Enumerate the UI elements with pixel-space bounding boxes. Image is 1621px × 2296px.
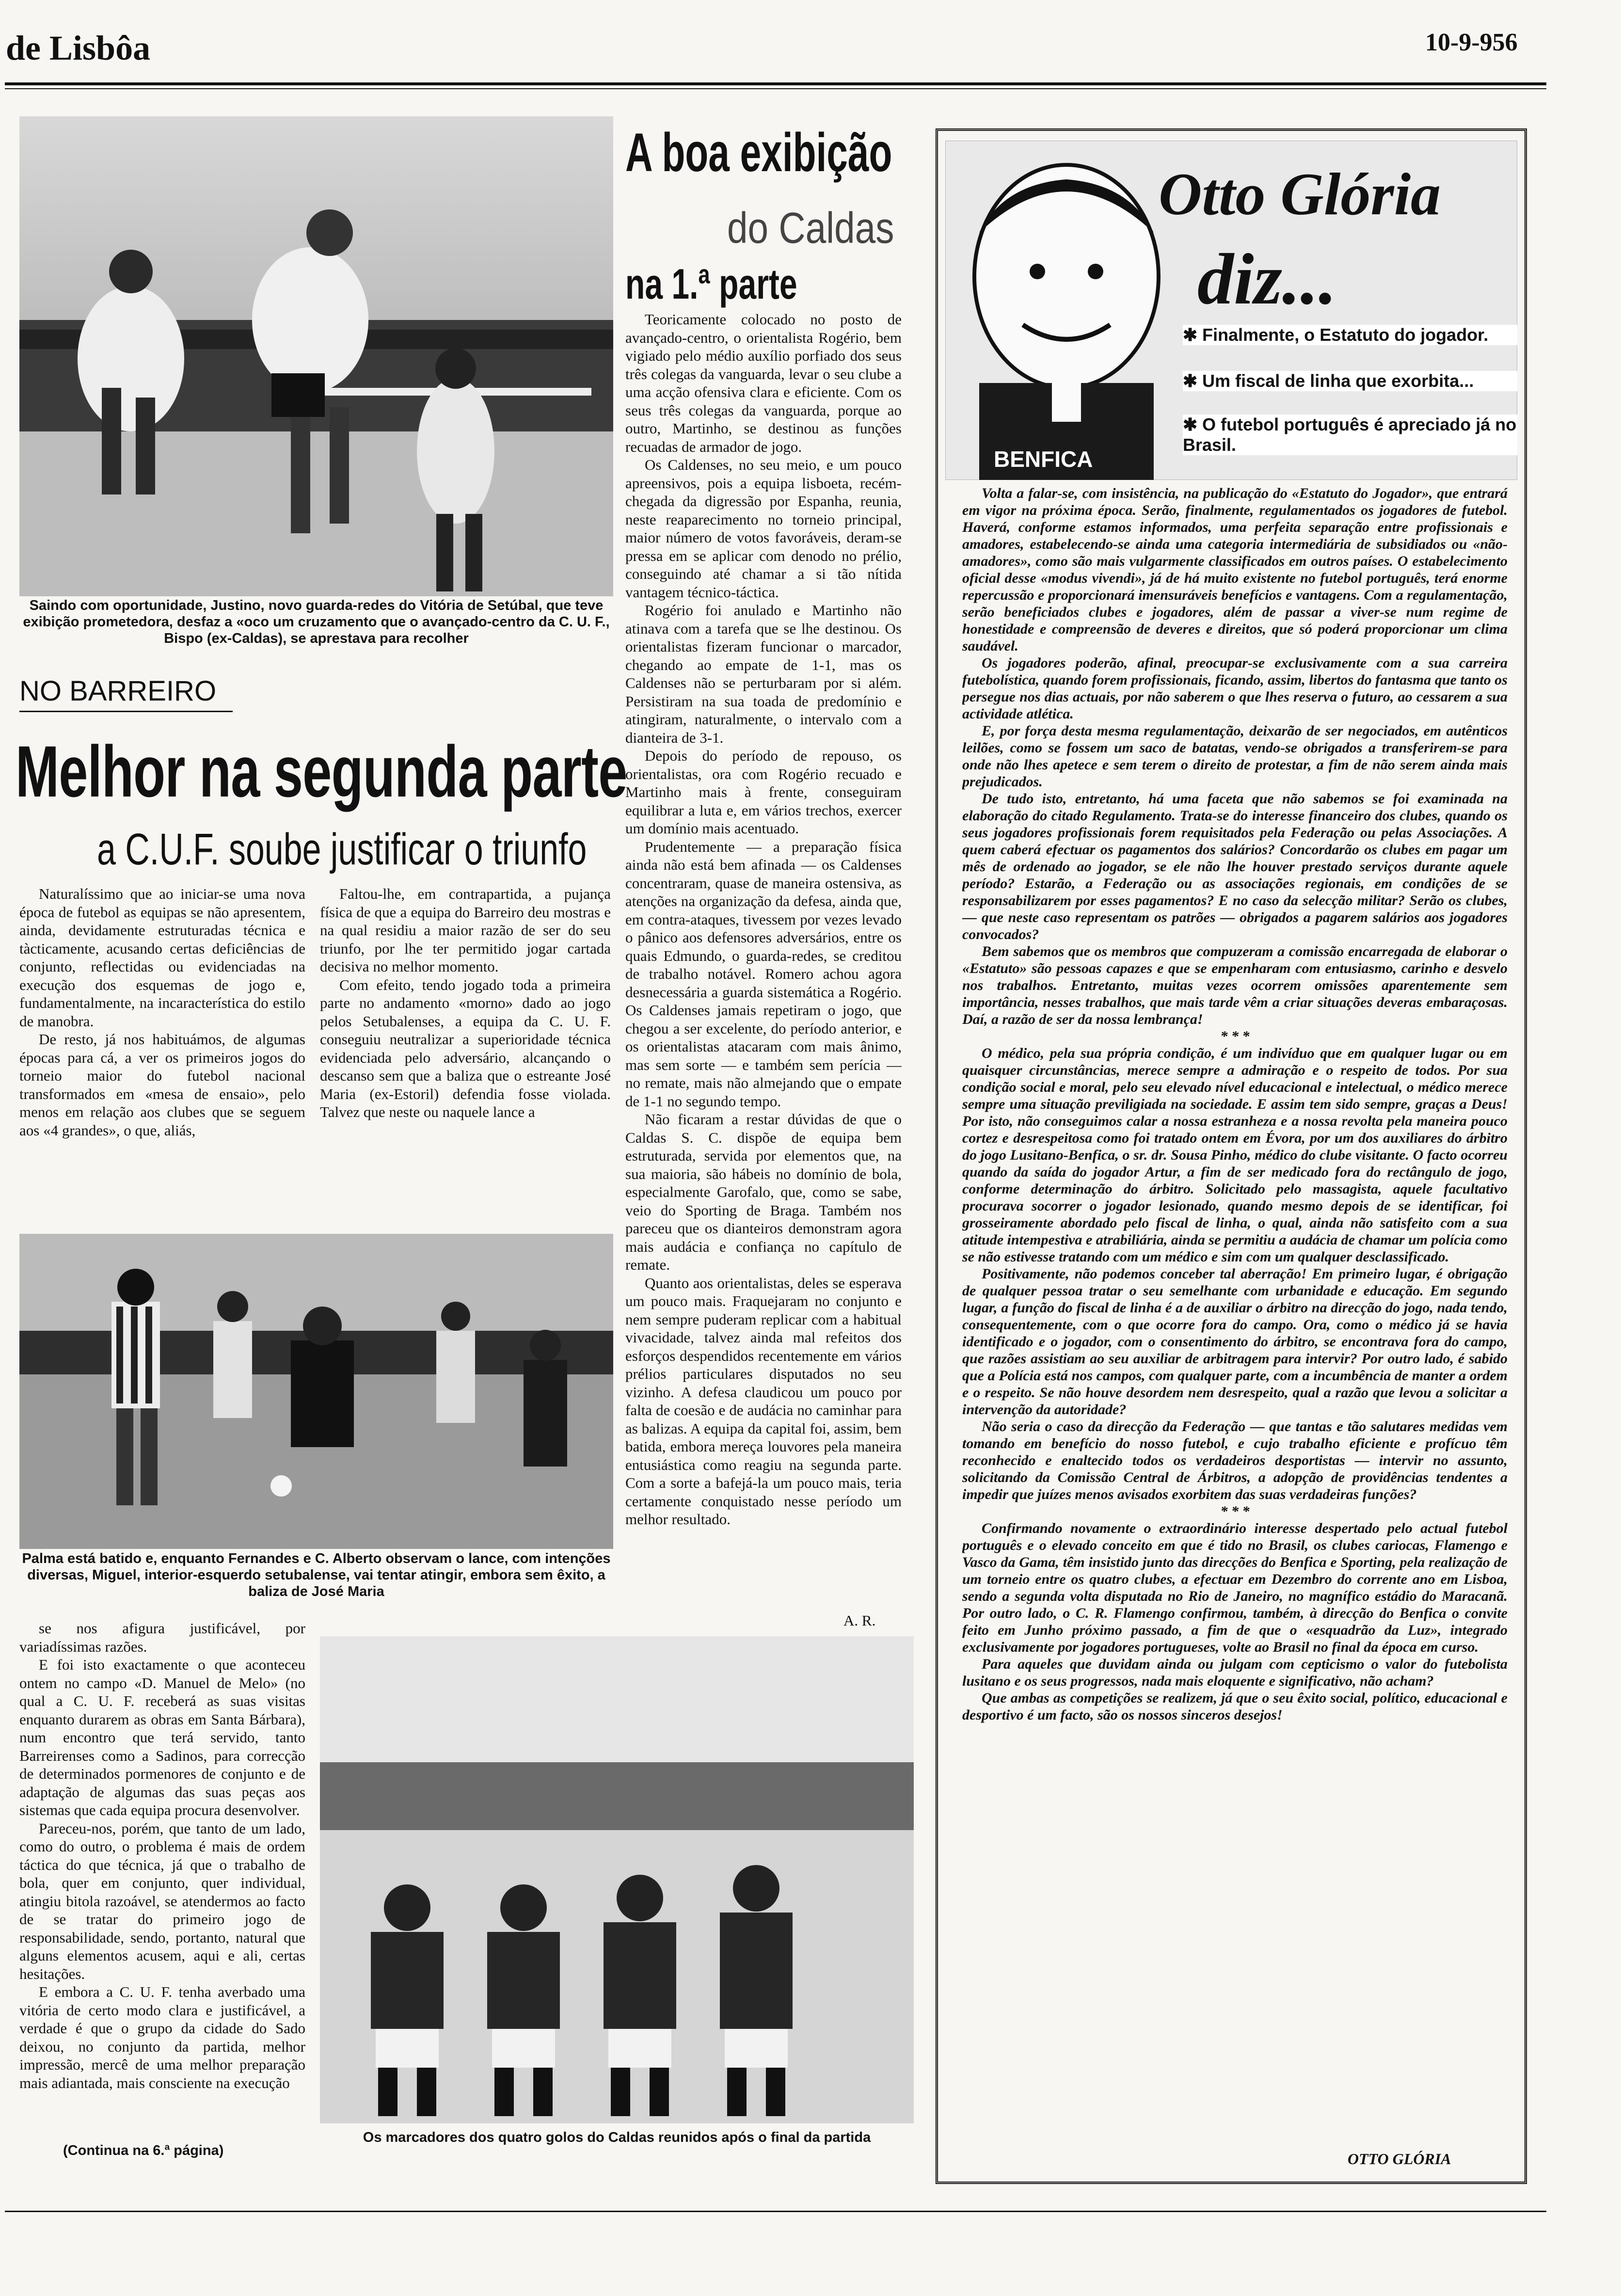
paragraph: Com efeito, tendo jogado toda a primeira parte no andamento «morno» dado ao jogo pelos Setubalenses, a equipa da C. U. F. conseguiu neutralizar a superioridade técnica evidenciada pelo adversário, alcançando o descanso sem que a baliza que o estreante José Maria (ex-Estoril) defendia fosse violada. Talvez que neste ou naquele lance a — [320, 976, 611, 1120]
otto-jersey-text: BENFICA — [994, 446, 1093, 472]
otto-title-line2: diz... — [1197, 239, 1337, 319]
paragraph: Naturalíssimo que ao iniciar-se uma nova época de futebol as equipas se não apresentem, ainda, devidamente estruturadas técnica e tàcticamente, acusando certas deficiências de conjunto, reflectidas ou evidenciadas na execução dos esquemas de jogo e, fundamentalmente, na incaracterística do estilo de manobra. — [19, 885, 305, 1030]
paragraph: Que ambas as competições se realizem, já que o seu êxito social, político, educacional e desportivo é um facto, são os nossos sinceros desejos! — [962, 1690, 1508, 1723]
otto-bullet-3 — [1183, 415, 1517, 455]
paragraph: De tudo isto, entretanto, há uma faceta que não sabemos se foi examinada na elaboração do citado Regulamento. Trata-se do interesse financeiro dos clubes, quando os seus jogadores profissionais forem requisitados pela Federação ou pelas Associações. A quem caberá efectuar os pagamentos dos salários? Concordarão os clubes em pagar um mês de ordenado ao jogador, se ele não lhe houver prestado serviços durante aquele período? Estarão, a Federação ou as associações regionais, em condições de se responsabilizarem por esses pagamentos? E no caso da selecção militar? Serão os clubes, — que neste caso representam os patrões — obrigados a pagarem salários aos jogadores convocados? — [962, 791, 1508, 942]
match-action-photo-image — [19, 1234, 613, 1549]
masthead-date: 10-9-956 — [1425, 29, 1518, 56]
caldas-signature: A. R. — [843, 1612, 876, 1629]
photo-match-action — [19, 1234, 613, 1549]
paragraph: Faltou-lhe, em contrapartida, a pujança física de que a equipa do Barreiro deu mostras e na qual residiu a maior razão de ser do seu triunfo, por lhe ter permitido jogar cartada decisiva no melhor momento. — [320, 885, 611, 975]
team-scorers-photo-image — [320, 1636, 914, 2123]
continued-note: (Continua na 6.ª página) — [63, 2143, 224, 2158]
paragraph: E foi isto exactamente o que aconteceu ontem no campo «D. Manuel de Melo» (no qual a C. U. F. receberá as suas visitas enquanto durarem as obras em Santa Bárbara), num encontro que terá servido, tanto Barreirenses como a Sadinos, para correcção de determinados pormenores de conjunto e de adaptação de algumas das suas peças aos sistemas que cada equipa procura desenvolver. — [19, 1656, 305, 1818]
paragraph: Os Caldenses, no seu meio, e um pouco apreensivos, pois a equipa lisboeta, recém-chegada da digressão por Espanha, reunia, neste reaparecimento no torneio principal, maior número de votos favoráveis, deram-se pressa em se aplicar com denodo no prélio, conseguindo até chamar a si tão nítida vantagem técnico-táctica. — [625, 456, 902, 601]
paragraph: Pareceu-nos, porém, que tanto de um lado, como do outro, o problema é mais de ordem táctica do que técnica, já que o trabalho de bola, quer em conjunto, quer individual, atingiu bitola razoável, se atendermos ao facto de se tratar do primeiro jogo de responsabilidade, sendo, portanto, natural que alguns elementos acusem, aqui e ali, certas hesitações. — [19, 1819, 305, 1982]
main-headline: Melhor na segunda parte — [16, 731, 627, 812]
asterisk-icon: ✱ — [1183, 415, 1203, 434]
paragraph: Depois do período de repouso, os orientalistas, ora com Rogério recuado e Martinho mais à frente, conseguiram equilibrar a luta e, em vários trechos, exercer um domínio mais acentuado. — [625, 747, 902, 837]
asterisk-icon: ✱ — [1183, 325, 1203, 345]
paragraph: Volta a falar-se, com insistência, na publicação do «Estatuto do Jogador», que entrará em vigor na próxima época. Serão, finalmente, regulamentados os jogadores de futebol. Haverá, conforme estamos informados, uma perfeita separação entre profissionais e amadores, estabelecendo-se ainda uma categoria intermediária de subsidiados ou «não-amadores», como são mais vulgarmente classificados em outros países. O estabelecimento oficial desse «modus vivendi», já de há muito existente no futebol português, terá enorme repercussão e proporcionará imensuráveis benefícios e vantagens. Com a regulamentação, serão beneficiados clubes e jogadores, além de passar a viver-se num regime de honestidade e compreensão de deveres e direitos, que só poderá proporcionar um clima saudável. — [962, 485, 1508, 654]
main-subhead: a C.U.F. soube justificar o triunfo — [97, 825, 587, 874]
main-article-col2 — [320, 885, 611, 1227]
paragraph: Positivamente, não podemos conceber tal aberração! Em primeiro lugar, é obrigação de qualquer pessoa tratar o seu semelhante com urbanidade e educação. Em segundo lugar, a função do fiscal de linha é a de auxiliar o árbitro na direcção do jogo, nada tendo, consequentemente, com o que ocorre fora do campo. Ora, como o médico já se havia identificado e o jogador, com o consentimento do árbitro, se encontrava fora do campo, que razões assistiam ao seu auxiliar de arbitragem para intervir? Por outro lado, é sabido que a Polícia está nos campos, com qualquer parte, com a incumbência de manter a ordem e o respeito. Se não houve desordem nem desrespeito, qual a razão que levou a solicitar a intervenção da autoridade? — [962, 1266, 1508, 1418]
otto-title-line1: Otto Glória — [1159, 161, 1441, 227]
separator: * * * — [1220, 1028, 1250, 1044]
paragraph: Para aqueles que duvidam ainda ou julgam com cepticismo o valor do futebolista lusitano e os seus progressos, nada mais eloquente e significativo, não acham? — [962, 1656, 1508, 1689]
paragraph: Bem sabemos que os membros que compuzeram a comissão encarregada de elaborar o «Estatuto» são pessoas capazes e que se empenharam com entusiasmo, carinho e desvelo nos trabalhos. Entretanto, muitas vezes ocorrem omissões aparentemente sem importância, nesses trabalhos, que mais tarde vêm a criar situações deveras embaraçosas. Daí, a razão de ser da nossa lembrança! — [962, 943, 1508, 1027]
paragraph: Não ficaram a restar dúvidas de que o Caldas S. C. dispõe de equipa bem estruturada, servida por elementos que, na sua maioria, são hábeis no domínio de bola, especialmente Garofalo, que, como se sabe, veio do Sporting de Braga. Também nos pareceu que os dianteiros demonstram agora mais audácia e confiança no capítulo de remate. — [625, 1111, 902, 1273]
photo-team-scorers-caption: Os marcadores dos quatro golos do Caldas reunidos após o final da partida — [363, 2130, 871, 2145]
paragraph: se nos afigura justificável, por variadíssimas razões. — [19, 1620, 305, 1655]
paragraph: E, por força desta mesma regulamentação, deixarão de ser negociados, em autênticos leilões, como se fossem um saco de batatas, vendo-se obrigados a transferirem-se para onde não lhes apetece e sem terem o direito de protestar, a fim de não serem ainda mais prejudicados. — [962, 723, 1508, 790]
photo-goalkeeper — [19, 116, 613, 596]
paragraph: Rogério foi anulado e Martinho não atinava com a tarefa que se lhe destinou. Os orientalistas fizeram funcionar o marcador, chegando ao empate de 1-1, mas os Caldenses não se perturbaram por si além. Persistiram na sua toada de predomínio e atingiram, naturalmente, o intervalo com a dianteira de 3-1. — [625, 602, 902, 746]
photo-team-scorers — [320, 1636, 914, 2123]
separator: * * * — [1220, 1503, 1250, 1519]
otto-signature: OTTO GLÓRIA — [1348, 2150, 1451, 2168]
caldas-headline-line1: A boa exibição — [625, 122, 892, 183]
paragraph: E embora a C. U. F. tenha averbado uma vitória de certo modo clara e justificável, a verdade é que o grupo da cidade do Sado deixou, no conjunto da partida, melhor impressão, mercê de uma melhor preparação mais adiantada, mais consciente na execução — [19, 1983, 305, 2091]
paragraph: Quanto aos orientalistas, deles se esperava um pouco mais. Fraquejaram no conjunto e nem sempre puderam replicar com a habitual vivacidade, talvez ainda mal refeitos dos esforços despendidos recentemente em vários prélios particulares disputados no seu vizinho. A defesa claudicou um pouco por falta de coesão e de audácia no caminhar para as balizas. A equipa da capital foi, assim, bem batida, embora mereça louvores pela maneira entusiástica como reagiu na segunda parte. Com a sorte a bafejá-la um pouco mais, teria certamente conquistado nesse período um melhor resultado. — [625, 1274, 902, 1528]
otto-bullet-text: Um fiscal de linha que exorbita... — [1202, 371, 1474, 391]
caldas-headline-line3: na 1.ª parte — [625, 260, 797, 308]
otto-bullet-1 — [1183, 325, 1517, 345]
section-label-underline — [19, 711, 233, 712]
masthead-rule-thin — [5, 88, 1546, 89]
otto-bullet-2 — [1183, 371, 1517, 391]
paragraph: Os jogadores poderão, afinal, preocupar-se exclusivamente com a sua carreira futebolística, quando forem profissionais, ficando, assim, libertos do fantasma que tanto os persegue nos dias actuais, por não saberem o que lhes reserva o futuro, ao cessarem a sua actividade atlética. — [962, 655, 1508, 722]
otto-bullet-text: Finalmente, o Estatuto do jogador. — [1202, 325, 1489, 345]
goalkeeper-photo-image — [19, 116, 613, 596]
asterisk-icon: ✱ — [1183, 371, 1203, 391]
main-article-col1-cont — [19, 1619, 305, 2128]
otto-bullet-text: O futebol português é apreciado já no Brasil. — [1183, 415, 1517, 455]
section-label: NO BARREIRO — [19, 675, 217, 707]
masthead-rule — [5, 82, 1546, 85]
caldas-headline-line2: do Caldas — [727, 204, 894, 253]
paragraph: Não seria o caso da direcção da Federação — que tantas e tão salutares medidas vem tomando em benefício do nosso futebol, e cujo trabalho eficiente e profícuo têm reconhecido e enaltecido todos os verdadeiros desportistas — intervir no assunto, solicitando da Comissão Central de Árbitros, a adopção de providências tendentes a impedir que juízes menos avisados exorbitem das suas verdadeiras funções? — [962, 1419, 1508, 1502]
paragraph: Confirmando novamente o extraordinário interesse despertado pelo actual futebol português e o elevado conceito em que é tido no Brasil, os clubes cariocas, Flamengo e Vasco da Gama, têm insistido junto das direcções do Benfica e Sporting, pela realização de um torneio entre os quatro clubes, a efectuar em Dezembro do corrente ano em Lisboa, sendo a segunda volta disputada no Rio de Janeiro, no magnífico estádio do Maracanã. Por outro lado, o C. R. Flamengo confirmou, também, à direcção do Benfica o convite feito em Junho próximo passado, a fim de que o «esquadrão da Luz», integrado exclusivamente por jogadores portugueses, volte ao Brasil no final da época em curso. — [962, 1520, 1508, 1655]
paragraph: O médico, pela sua própria condição, é um indivíduo que em qualquer lugar ou em quaisquer circunstâncias, merece sempre a admiração e o respeito de todos. Por sua condição social e moral, pelo seu elevado nível educacional e intelectual, o médico merece sempre uma situação previligiada na sociedade. E assim tem sido sempre, graças a Deus! Por isto, não conseguimos calar a nossa estranheza e a nossa revolta pela maneira pouco cortez e desrespeitosa como foi tratado ontem em Évora, por um dos auxiliares do árbitro do jogo Lusitano-Benfica, o sr. dr. Sousa Pinho, médico do clube visitante. O facto ocorreu quando da saída do jogador Artur, a fim de ser medicado fora do rectângulo de jogo, conforme determinação do árbitro. Solicitado pelo massagista, aquele facultativo procurava socorrer o jogador lesionado, quando mesmo depois de se identificar, foi grosseiramente abordado pelo fiscal de linha, o qual, ainda não satisfeito com a sua atitude intempestiva e atrabiliária, ainda se permitiu a audácia de chamar um polícia como se não estivesse tratando com um médico e sim com um qualquer desclassificado. — [962, 1045, 1508, 1265]
main-article-col1 — [19, 885, 305, 1227]
masthead-title: de Lisbôa — [6, 29, 151, 67]
photo-match-action-caption: Palma está batido e, enquanto Fernandes e C. Alberto observam o lance, com intenções diversas, Miguel, interior-esquerdo setubalense, vai tentar atingir, embora sem êxito, a baliza de José Maria — [22, 1551, 611, 1599]
paragraph: Teoricamente colocado no posto de avançado-centro, o orientalista Rogério, bem vigiado pelo médio auxílio porfiado dos seus três colegas da vanguarda, levar o seu clube a uma acção ofensiva clara e eficiente. Com os seus três colegas da vanguarda, porque ao outro, Martinho, se destinou as funções recuadas de armador de jogo. — [625, 311, 902, 455]
paragraph: Prudentemente — a preparação física ainda não está bem afinada — os Caldenses concentraram, quase de maneira ostensiva, as atenções na organização da defesa, ainda que, em contra-ataques, tivessem por vezes levado o pânico aos defensores adversários, entre os quais Edmundo, o guarda-redes, se creditou de trabalho notável. Romero achou agora desnecessária a guarda sistemática a Rogério. Os Caldenses jamais repetiram o jogo, que chegou a ser excelente, do período anterior, e os orientalistas atacaram com mais ânimo, mas sem sorte — e também sem perícia — no remate, mais não almejando que o empate de 1-1 no segundo tempo. — [625, 838, 902, 1110]
page-bottom-rule — [5, 2211, 1546, 2212]
photo-goalkeeper-caption: Saindo com oportunidade, Justino, novo guarda-redes do Vitória de Setúbal, que teve exibição prometedora, desfaz a «oco um cruzamento que o avançado-centro da C. U. F., Bispo (ex-Caldas), se aprestava para recolher — [23, 598, 610, 646]
otto-body — [962, 485, 1508, 2143]
paragraph: De resto, já nos habituámos, de algumas épocas para cá, a ver os primeiros jogos do torneio maior do futebol nacional transformados em «mesa de ensaio», pelo menos em relação aos clubes que se seguem aos «4 grandes», o que, aliás, — [19, 1031, 305, 1139]
caldas-article-body — [625, 310, 902, 1607]
